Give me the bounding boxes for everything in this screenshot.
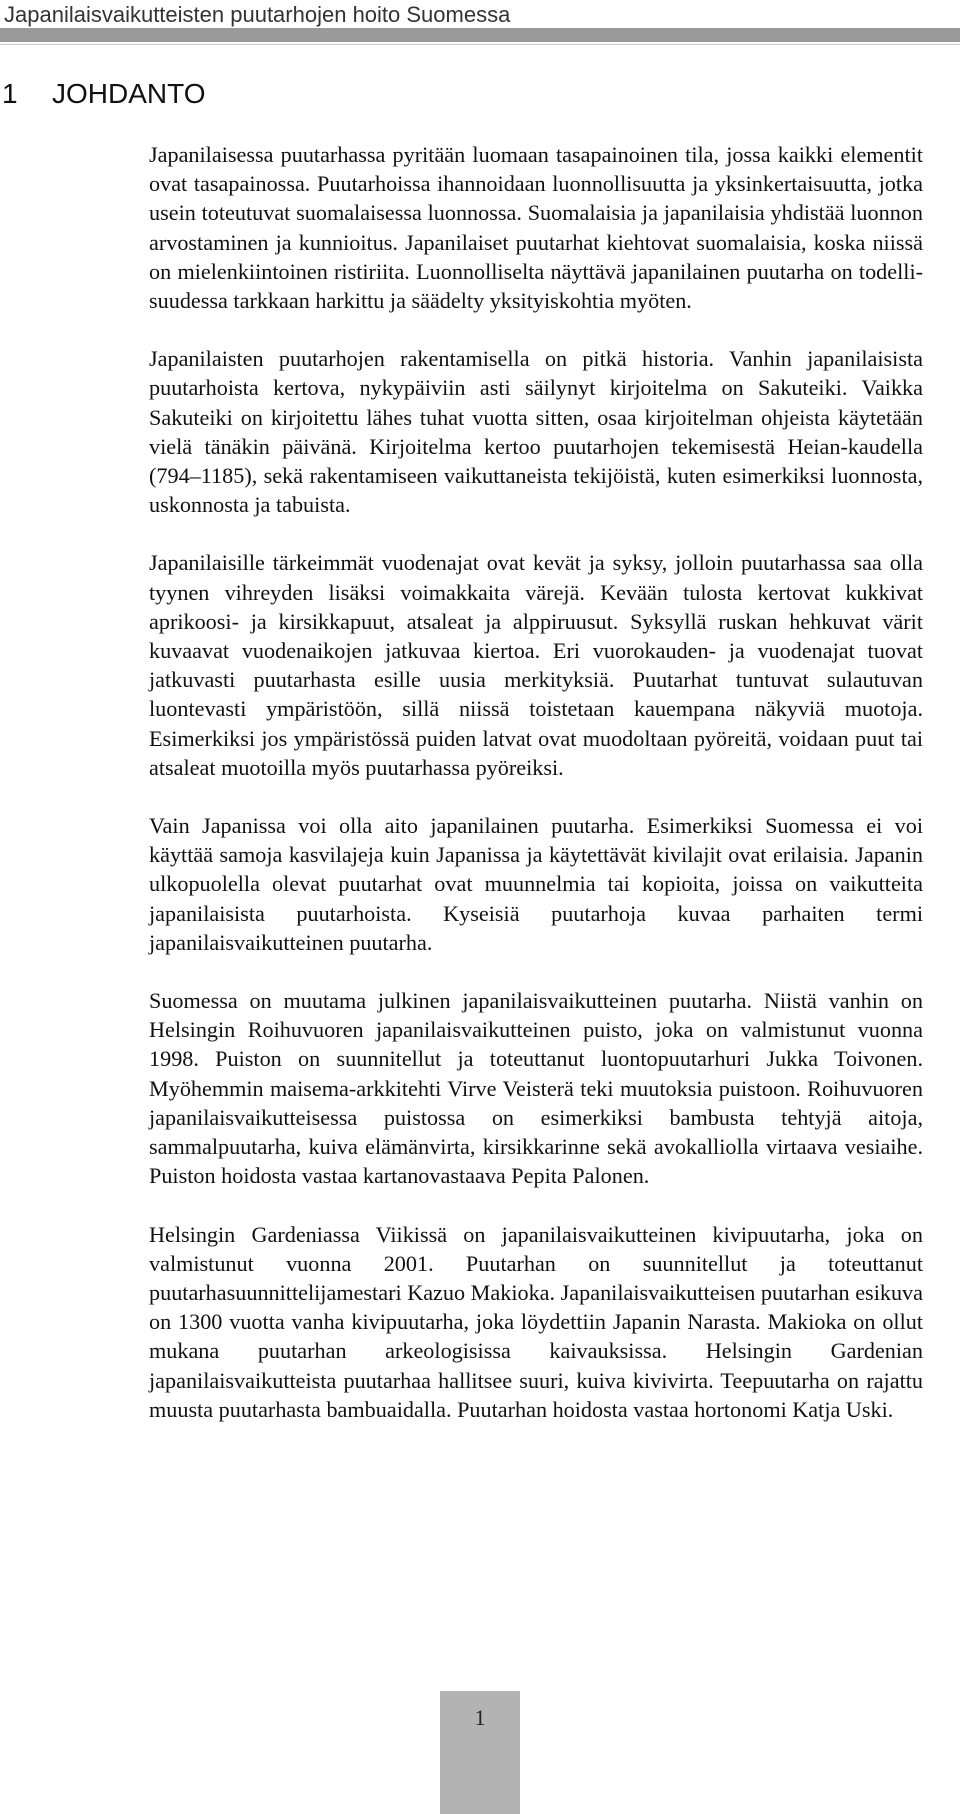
chapter-number: 1 xyxy=(2,78,18,109)
body-text xyxy=(149,140,923,1453)
document-title: Japanilaisvaikutteisten puutarhojen hoito Suomessa xyxy=(4,2,511,27)
paragraph-intro: Japanilaisessa puutarhassa pyritään luomaan tasapainoinen tila, jossa kaikki elementit ovat tasapainossa. Puutarhoissa ihannoidaan luonnollisuutta ja yksinkertaisuutta, jotka usein toteutuvat suomalaisessa luonnossa. Suomalaisia ja japanilaisia yhdistää luonnon arvostaminen ja kunnioitus. Japanilaiset puutarhat kiehtovat suomalaisia, koska niissä on mielenkiintoinen ristiriita. Luonnolliselta näyttävä japanilainen puutarha on todellisuudessa tarkkaan harkittu ja säädelty yksityiskohtia myöten. xyxy=(149,142,923,314)
page-number: 1 xyxy=(474,1705,486,1730)
chapter-title: JOHDANTO xyxy=(52,78,206,109)
page-number-box xyxy=(440,1691,520,1814)
paragraph-roihuvuori: Suomessa on muutama julkinen japanilaisvaikutteinen puutarha. Niistä vanhin on Helsingin Roihuvuoren japanilaisvaikutteinen puisto, joka on valmistunut vuonna 1998. Puiston on suunnitellut ja toteuttanut luontopuutarhuri Jukka Toivonen. Myöhemmin maisema-arkkitehti Virve Veisterä teki muutoksia puistoon. Roihuvuoren japanilaisvaikutteisessa puistossa on esimerkiksi bambusta tehtyjä aitoja, sammalpuutarha, kuiva elämänvirta, kirsikkarinne sekä avokalliolla virtaava vesiaihe. Puiston hoidosta vastaa kartanovastaava Pepita Palonen. xyxy=(149,988,923,1189)
paragraph-history: Japanilaisten puutarhojen rakentamisella on pitkä historia. Vanhin japanilaisista puutarhoista kertova, nykypäiviin asti säilynyt kirjoitelma on Sakuteiki. Vaikka Sakuteiki on kirjoitettu lähes tuhat vuotta sitten, osaa kirjoitelman ohjeista käytetään vielä tänäkin päivänä. Kirjoitelma kertoo puutarhojen tekemisestä Heian-kaudella (794–1185), sekä rakentamiseen vaikuttaneista tekijöistä, kuten esimerkiksi luonnosta, uskonnosta ja tabuista. xyxy=(149,346,923,518)
chapter-heading xyxy=(0,78,206,110)
paragraph-seasons: Japanilaisille tärkeimmät vuodenajat ovat kevät ja syksy, jolloin puutarhassa saa olla tyynen vihreyden lisäksi voimakkaita värejä. Kevään tulosta kertovat kukkivat aprikoosi- ja kirsikkapuut, atsaleat ja alppiruusut. Syksyllä ruskan hehkuvat värit kuvaavat vuodenaikojen jatkuvaa kiertoa. Eri vuorokauden- ja vuodenajat tuovat jatkuvasti puutarhasta esille uusia merkityksiä. Puutarhat tuntuvat sulautuvan luontevasti ympäristöön, sillä niissä toistetaan kauempana näkyviä muotoja. Esimerkiksi jos ympäristössä puiden latvat ovat muodoltaan pyöreitä, voidaan puut tai atsaleat muotoilla myös puutarhassa pyöreiksi. xyxy=(149,550,923,780)
paragraph-authenticity: Vain Japanissa voi olla aito japanilainen puutarha. Esimerkiksi Suomessa ei voi käyttää samoja kasvilajeja kuin Japanissa ja käytettävät kivilajit ovat erilaisia. Japanin ulkopuolella olevat puutarhat ovat muunnelmia tai kopioita, joissa on vaikutteita japanilaisista puutarhoista. Kyseisiä puutarhoja kuvaa parhaiten termi japanilaisvaikutteinen puutarha. xyxy=(149,813,923,955)
running-header xyxy=(0,0,960,45)
header-bar xyxy=(0,28,960,42)
paragraph-gardenia: Helsingin Gardeniassa Viikissä on japanilaisvaikutteinen kivipuutarha, joka on valmistunut vuonna 2001. Puutarhan on suunnitellut ja toteuttanut puutarhasuunnittelijamestari Kazuo Makioka. Japanilaisvaikutteisen puutarhan esikuva on 1300 vuotta vanha kivipuutarha, joka löydettiin Japanin Narasta. Makioka on ollut mukana puutarhan arkeologisissa kaivauksissa. Helsingin Gardenian japanilaisvaikutteista puutarhaa hallitsee suuri, kuiva kivivirta. Teepuutarha on rajattu muusta puutarhasta bambuaidalla. Puutarhan hoidosta vastaa hortonomi Katja Uski. xyxy=(149,1221,923,1422)
